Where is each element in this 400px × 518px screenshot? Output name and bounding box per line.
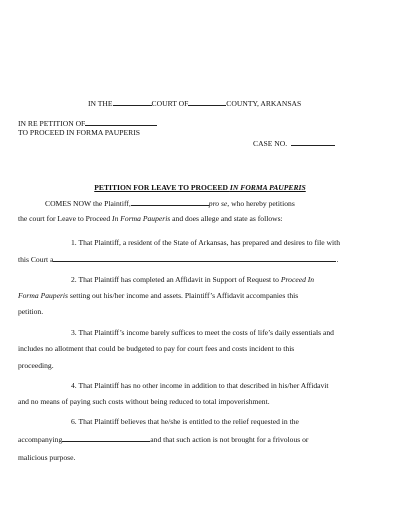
para-1-line-2 xyxy=(18,254,338,265)
para-6-line-2 xyxy=(18,434,308,445)
court-of-label: COURT OF xyxy=(151,99,189,108)
county-label: COUNTY, ARKANSAS xyxy=(226,99,302,108)
para-2-line-1 xyxy=(71,275,314,285)
intro-comes-now: COMES NOW the Plaintiff, xyxy=(45,199,131,208)
pro-se-text: pro se xyxy=(208,199,228,208)
court-header xyxy=(88,98,301,109)
para-6-accompanying: accompanying xyxy=(18,435,63,444)
para-3-line-1: 3. That Plaintiff’s income barely suffices to meet the costs of life’s daily essentials and xyxy=(71,328,334,337)
intro-allege: and does allege and state as follows: xyxy=(170,214,283,223)
para-6-text-c: and that such action is not brought for a frivolous or xyxy=(150,435,309,444)
county-blank[interactable] xyxy=(188,98,226,106)
intro-line-1 xyxy=(45,198,295,209)
para-2-italic-a: Proceed In xyxy=(280,275,315,284)
intro-line-2 xyxy=(18,214,283,224)
in-re-petition-label: IN RE PETITION OF xyxy=(18,119,86,128)
caption-line-2: TO PROCEED IN FORMA PAUPERIS xyxy=(18,128,140,137)
para-4-line-2: and no means of paying such costs without being reduced to total impoverishment. xyxy=(18,397,270,406)
para-6-line-1: 6. That Plaintiff believes that he/she is entitled to the relief requested in the xyxy=(71,417,299,426)
para-4-line-1: 4. That Plaintiff has no other income in addition to that described in his/her Affidavit xyxy=(71,381,329,390)
para-2-text: 2. That Plaintiff has completed an Affidavit in Support of Request to xyxy=(71,275,281,284)
para-6-line-3: malicious purpose. xyxy=(18,453,76,462)
petitioner-name-blank[interactable] xyxy=(85,118,157,126)
intro-leave: the court for Leave to Proceed xyxy=(18,214,113,223)
accompanying-document-blank[interactable] xyxy=(62,434,150,442)
plaintiff-name-blank[interactable] xyxy=(131,198,209,206)
case-no-label: CASE NO. xyxy=(253,139,288,148)
document-title xyxy=(0,183,400,193)
intro-petitions: , who hereby petitions xyxy=(227,199,295,208)
case-number-blank[interactable] xyxy=(291,138,335,146)
intro-ifp-italic: In Forma Pauperis xyxy=(112,214,171,223)
para-2-italic-b: Forma Pauperis xyxy=(18,291,68,300)
para-2-text-b: setting out his/her income and assets. Plaintiff’s Affidavit accompanies this xyxy=(68,291,299,300)
document-title-blank[interactable] xyxy=(53,254,339,264)
in-the-label: IN THE xyxy=(88,99,113,108)
para-3-line-3: proceeding. xyxy=(18,361,54,370)
title-main: PETITION FOR LEAVE TO PROCEED xyxy=(94,183,230,192)
para-1-period: . xyxy=(336,255,339,264)
para-2-line-3: petition. xyxy=(18,307,44,316)
para-1-line-1: 1. That Plaintiff, a resident of the State of Arkansas, has prepared and desires to file with xyxy=(71,238,341,247)
para-1-this-court: this Court a xyxy=(18,255,54,264)
para-3-line-2: includes no allotment that could be budgeted to pay for court fees and costs incident to this xyxy=(18,344,295,353)
para-2-line-2 xyxy=(18,291,298,301)
case-number xyxy=(253,138,335,149)
title-italic: IN FORMA PAUPERIS xyxy=(229,183,306,192)
court-type-blank[interactable] xyxy=(113,98,152,106)
